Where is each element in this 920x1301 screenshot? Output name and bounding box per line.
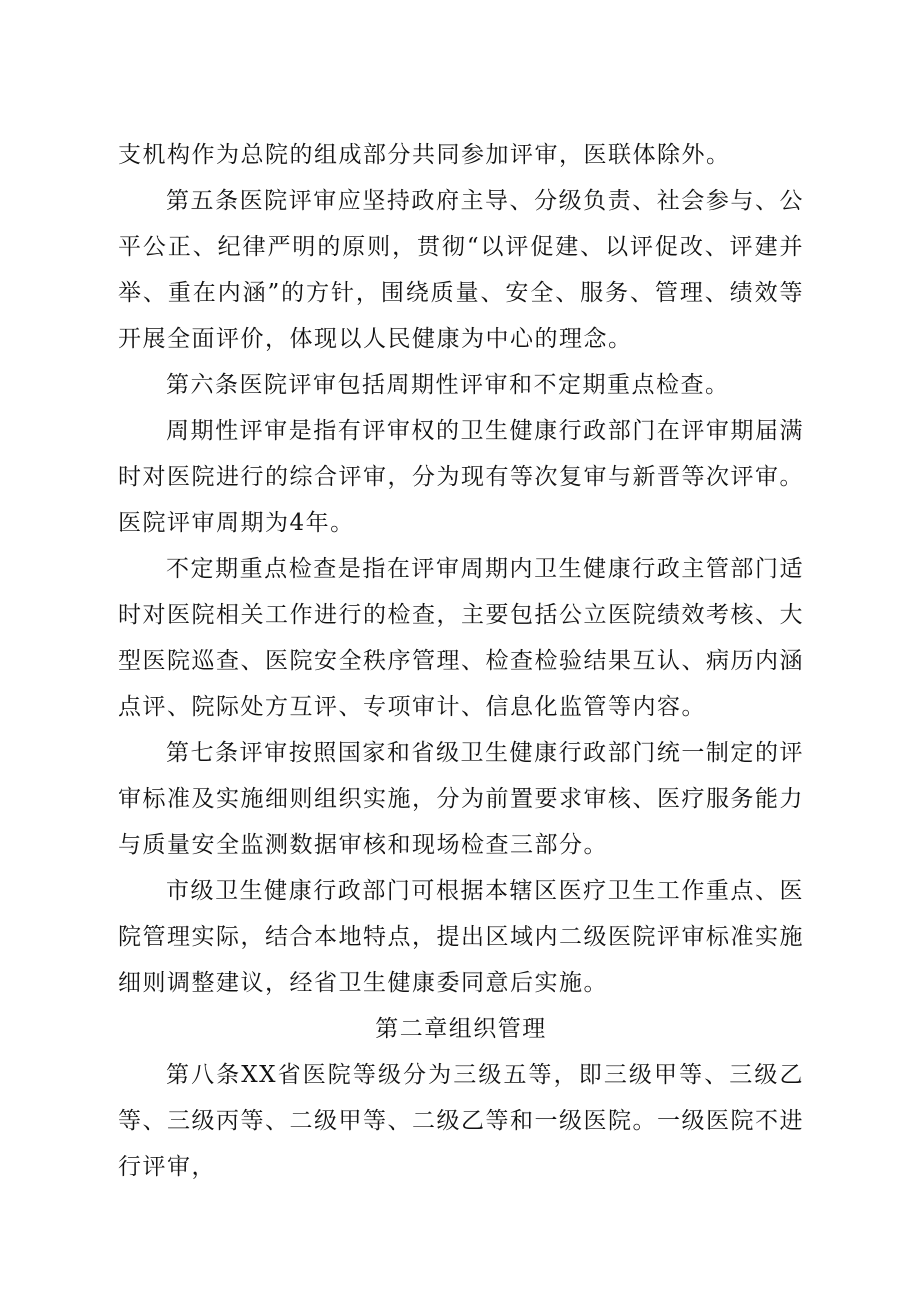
paragraph-periodic-review: 周期性评审是指有评审权的卫生健康行政部门在评审期届满时对医院进行的综合评审，分为现有等次复审与新晋等次评审。医院评审周期为4年。 <box>118 418 804 536</box>
paragraph-article-6: 第六条医院评审包括周期性评审和不定期重点检查。 <box>166 372 730 398</box>
chapter-heading: 第二章组织管理 <box>375 1016 547 1042</box>
paragraph-article-5: 第五条医院评审应坚持政府主导、分级负责、社会参与、公平公正、纪律严明的原则，贯彻“以评促建、以评促改、评建并举、重在内涵”的方针，围绕质量、安全、服务、管理、绩效等开展全面评价，体现以人民健康为中心的理念。 <box>118 188 804 352</box>
document-page <box>118 132 804 1190</box>
paragraph-article-7: 第七条评审按照国家和省级卫生健康行政部门统一制定的评审标准及实施细则组织实施，分为前置要求审核、医疗服务能力与质量安全监测数据审核和现场检查三部分。 <box>118 740 804 858</box>
paragraph-article-8: 第八条XX省医院等级分为三级五等，即三级甲等、三级乙等、三级丙等、二级甲等、二级乙等和一级医院。一级医院不进行评审， <box>118 1062 804 1180</box>
paragraph-municipal-adjustment: 市级卫生健康行政部门可根据本辖区医疗卫生工作重点、医院管理实际，结合本地特点，提出区域内二级医院评审标准实施细则调整建议，经省卫生健康委同意后实施。 <box>118 878 804 996</box>
paragraph-irregular-inspection: 不定期重点检查是指在评审周期内卫生健康行政主管部门适时对医院相关工作进行的检查，主要包括公立医院绩效考核、大型医院巡查、医院安全秩序管理、检查检验结果互认、病历内涵点评、院际处方互评、专项审计、信息化监管等内容。 <box>118 556 804 720</box>
paragraph-continuation: 支机构作为总院的组成部分共同参加评审，医联体除外。 <box>118 142 731 168</box>
